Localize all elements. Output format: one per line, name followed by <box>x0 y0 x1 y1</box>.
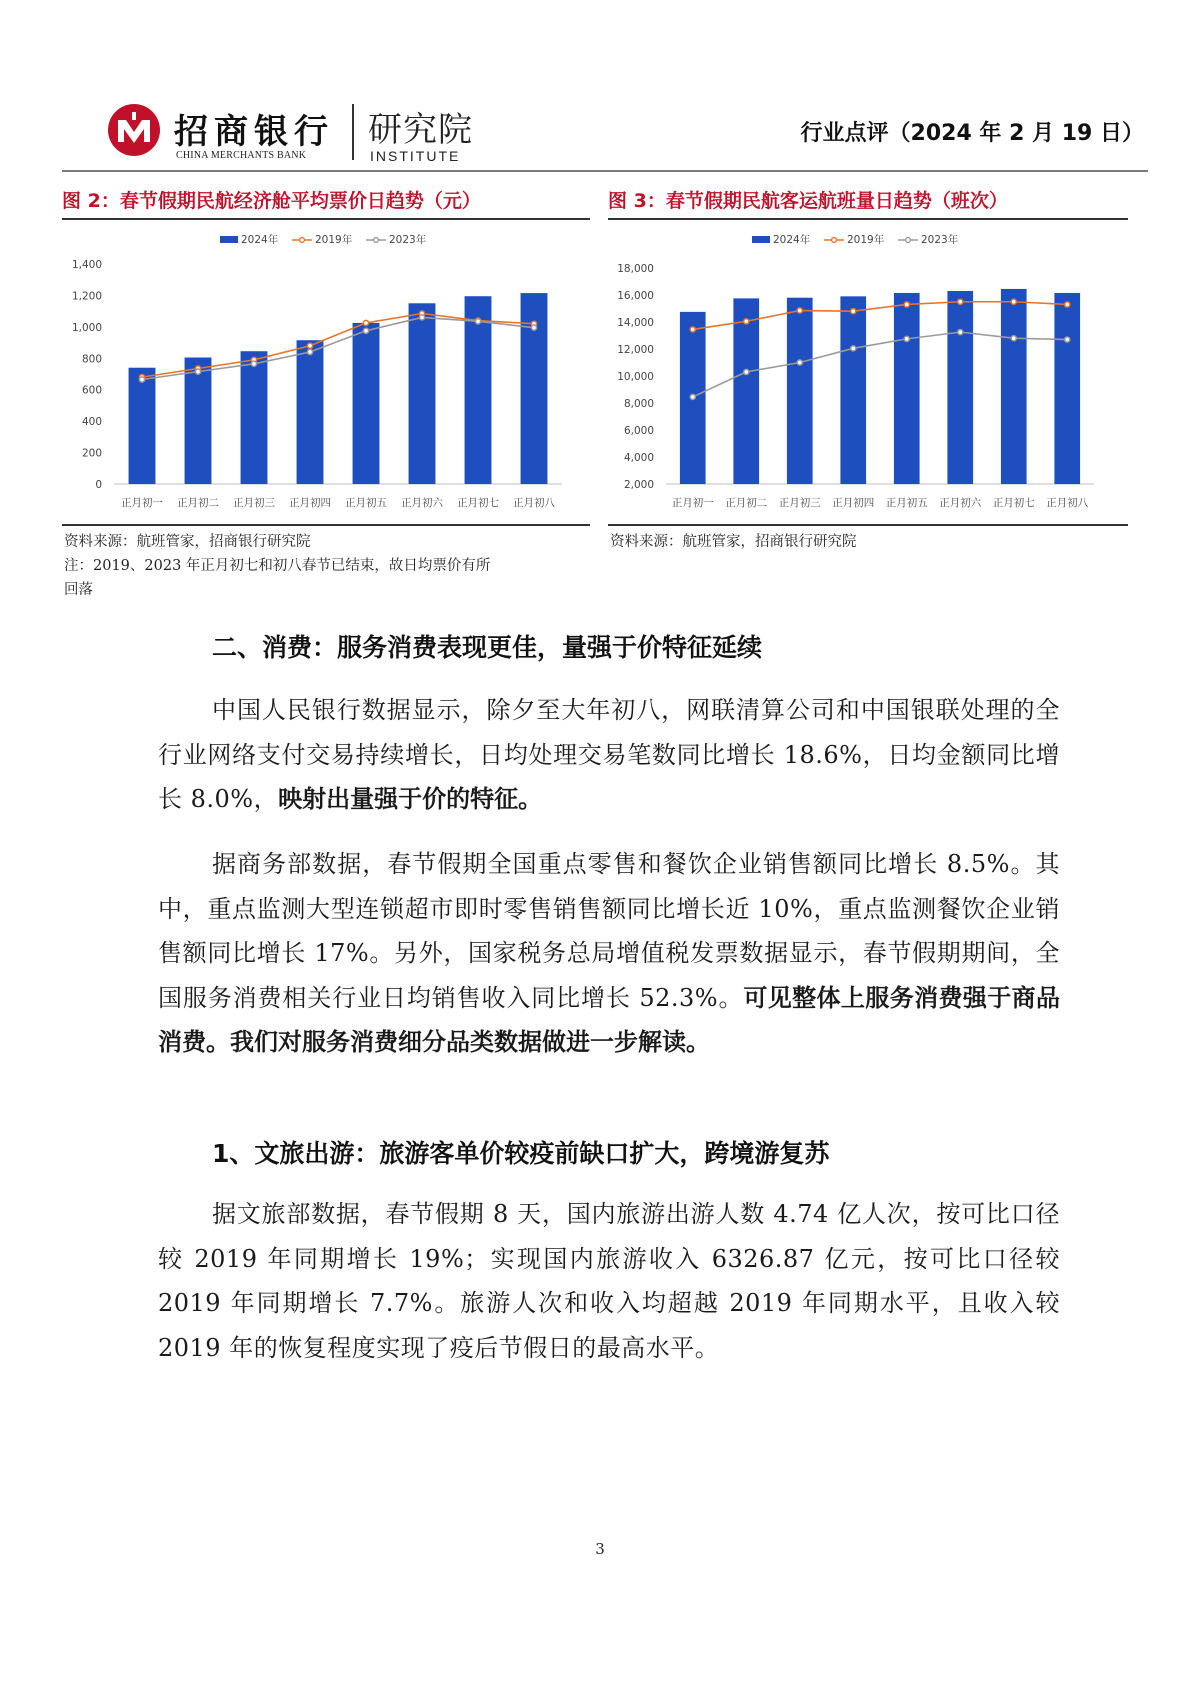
x-tick-label: 正月初一 <box>671 497 714 509</box>
legend-marker-2023 <box>374 238 379 243</box>
series-point-2023年 <box>475 319 480 324</box>
paragraph-3 <box>158 1192 1060 1370</box>
x-tick-label: 正月初七 <box>457 497 499 509</box>
bar-2024 <box>353 323 380 484</box>
series-point-2023年 <box>363 328 368 333</box>
bar-2024 <box>129 368 156 484</box>
paragraph-2 <box>158 842 1060 1065</box>
series-point-2023年 <box>195 369 200 374</box>
y-tick-label: 600 <box>81 384 102 397</box>
y-tick-label: 200 <box>81 447 102 460</box>
bank-name-cn: 招商银行 <box>174 112 334 152</box>
legend-label-2023: 2023年 <box>921 234 959 246</box>
figure3-svg <box>608 222 1128 522</box>
y-tick-label: 8,000 <box>623 398 654 410</box>
series-point-2019年 <box>307 343 312 348</box>
series-point-2023年 <box>139 377 144 382</box>
figure2-source-block <box>64 530 592 602</box>
figure2-title: 图 2：春节假期民航经济舱平均票价日趋势（元） <box>62 186 590 220</box>
x-tick-label: 正月初五 <box>885 497 928 509</box>
logo-divider <box>352 104 354 160</box>
x-tick-label: 正月初六 <box>939 497 982 509</box>
y-tick-label: 2,000 <box>623 479 654 491</box>
figure2-svg <box>62 222 590 522</box>
series-point-2023年 <box>904 336 909 341</box>
x-tick-label: 正月初五 <box>345 497 387 509</box>
y-tick-label: 6,000 <box>623 425 654 437</box>
bar-2024 <box>733 298 759 484</box>
series-point-2023年 <box>851 346 856 351</box>
legend-label-2024: 2024年 <box>773 234 811 246</box>
series-point-2023年 <box>1011 336 1016 341</box>
y-tick-label: 4,000 <box>623 452 654 464</box>
series-point-2019年 <box>851 309 856 314</box>
figure3-source-block <box>610 530 1130 554</box>
y-tick-label: 800 <box>81 353 102 366</box>
paragraph-1-bold: 映射出量强于价的特征。 <box>278 785 543 813</box>
series-point-2019年 <box>363 320 368 325</box>
y-tick-label: 10,000 <box>617 371 654 383</box>
series-point-2023年 <box>744 369 749 374</box>
x-tick-label: 正月初二 <box>725 497 768 509</box>
x-tick-label: 正月初一 <box>121 497 163 509</box>
paragraph-1-text: 中国人民银行数据显示，除夕至大年初八，网联清算公司和中国银联处理的全行业网络支付交易持续增长，日均处理交易笔数同比增长 18.6%，日均金额同比增长 8.0%， <box>158 696 1060 813</box>
x-tick-label: 正月初三 <box>778 497 821 509</box>
report-type-date: 行业点评（2024 年 2 月 19 日） <box>800 121 1144 146</box>
figure3-title: 图 3：春节假期民航客运航班量日趋势（班次） <box>608 186 1128 220</box>
bank-name-en: CHINA MERCHANTS BANK <box>176 150 307 161</box>
section2-heading: 二、消费：服务消费表现更佳，量强于价特征延续 <box>212 633 763 662</box>
bar-2024 <box>1054 293 1080 484</box>
paragraph-1 <box>158 688 1060 822</box>
legend-marker-2019 <box>832 238 837 243</box>
section2-1-heading: 1、文旅出游：旅游客单价较疫前缺口扩大，跨境游复苏 <box>212 1139 830 1168</box>
y-tick-label: 400 <box>81 416 102 429</box>
series-point-2023年 <box>419 315 424 320</box>
series-point-2023年 <box>797 360 802 365</box>
figure3-chart <box>608 222 1128 526</box>
institute-name-en: INSTITUTE <box>370 148 461 164</box>
x-tick-label: 正月初二 <box>177 497 219 509</box>
paragraph-2-text: 据商务部数据，春节假期全国重点零售和餐饮企业销售额同比增长 8.5%。其中，重点监测大型连锁超市即时零售销售额同比增长近 10%，重点监测餐饮企业销售额同比增长 17%。另外，国家税务总局增值税发票数据显示，春节假期期间，全国服务消费相关行业日均销售收入同比增长 52.3%。 <box>158 850 1060 1012</box>
bar-2024 <box>787 298 813 484</box>
series-point-2019年 <box>958 299 963 304</box>
legend-swatch-2024 <box>220 236 238 243</box>
legend-marker-2023 <box>906 238 911 243</box>
page-header <box>62 98 1148 172</box>
bar-2024 <box>185 358 212 485</box>
legend-label-2019: 2019年 <box>847 234 885 246</box>
x-tick-label: 正月初三 <box>233 497 275 509</box>
series-point-2019年 <box>1011 299 1016 304</box>
x-tick-label: 正月初四 <box>289 497 331 509</box>
y-tick-label: 1,200 <box>71 290 102 303</box>
y-tick-label: 18,000 <box>617 263 654 275</box>
y-tick-label: 0 <box>95 479 102 491</box>
x-tick-label: 正月初六 <box>401 497 443 509</box>
series-point-2023年 <box>531 325 536 330</box>
bar-2024 <box>1001 289 1027 484</box>
bar-2024 <box>894 293 920 484</box>
series-point-2019年 <box>690 327 695 332</box>
x-tick-label: 正月初八 <box>1046 497 1089 509</box>
figure2-note-line1: 注：2019、2023 年正月初七和初八春节已结束，故日均票价有所 <box>64 558 491 574</box>
figure2-source: 资料来源：航班管家，招商银行研究院 <box>64 534 311 550</box>
bar-2024 <box>840 296 866 484</box>
y-tick-label: 16,000 <box>617 290 654 302</box>
legend-marker-2019 <box>300 238 305 243</box>
x-tick-label: 正月初七 <box>992 497 1035 509</box>
y-tick-label: 1,400 <box>71 259 102 271</box>
series-point-2019年 <box>797 308 802 313</box>
y-tick-label: 14,000 <box>617 317 654 329</box>
series-point-2023年 <box>1065 337 1070 342</box>
bar-2024 <box>297 340 324 484</box>
series-point-2023年 <box>958 330 963 335</box>
paragraph-2-bold: 可见整体上服务消费强于商品消费。我们对服务消费细分品类数据做进一步解读。 <box>158 983 1061 1056</box>
legend-label-2023: 2023年 <box>389 234 427 246</box>
series-point-2023年 <box>690 394 695 399</box>
x-tick-label: 正月初八 <box>513 497 555 509</box>
figure3-source: 资料来源：航班管家，招商银行研究院 <box>610 534 857 550</box>
figure2-note-line2: 回落 <box>64 582 93 598</box>
series-point-2023年 <box>307 349 312 354</box>
series-point-2019年 <box>904 302 909 307</box>
legend-label-2019: 2019年 <box>315 234 353 246</box>
cmb-logo-icon <box>106 102 162 158</box>
page-number: 3 <box>595 1540 605 1558</box>
bar-2024 <box>409 303 436 484</box>
institute-name-cn: 研究院 <box>368 110 473 150</box>
figure2-chart <box>62 222 590 526</box>
bar-2024 <box>241 351 268 484</box>
series-point-2019年 <box>744 319 749 324</box>
x-tick-label: 正月初四 <box>832 497 875 509</box>
series-point-2023年 <box>251 361 256 366</box>
legend-swatch-2024 <box>752 236 770 243</box>
paragraph-3-text: 据文旅部数据，春节假期 8 天，国内旅游出游人数 4.74 亿人次，按可比口径较 2019 年同期增长 19%；实现国内旅游收入 6326.87 亿元，按可比口径较 2019 年同期增长 7.7%。旅游人次和收入均超越 2019 年同期水平，且收入较 2019 年的恢复程度实现了疫后节假日的最高水平。 <box>158 1200 1060 1362</box>
y-tick-label: 1,000 <box>71 321 102 334</box>
series-point-2019年 <box>1065 302 1070 307</box>
y-tick-label: 12,000 <box>617 344 654 356</box>
bar-2024 <box>947 291 973 484</box>
legend-label-2024: 2024年 <box>241 234 279 246</box>
